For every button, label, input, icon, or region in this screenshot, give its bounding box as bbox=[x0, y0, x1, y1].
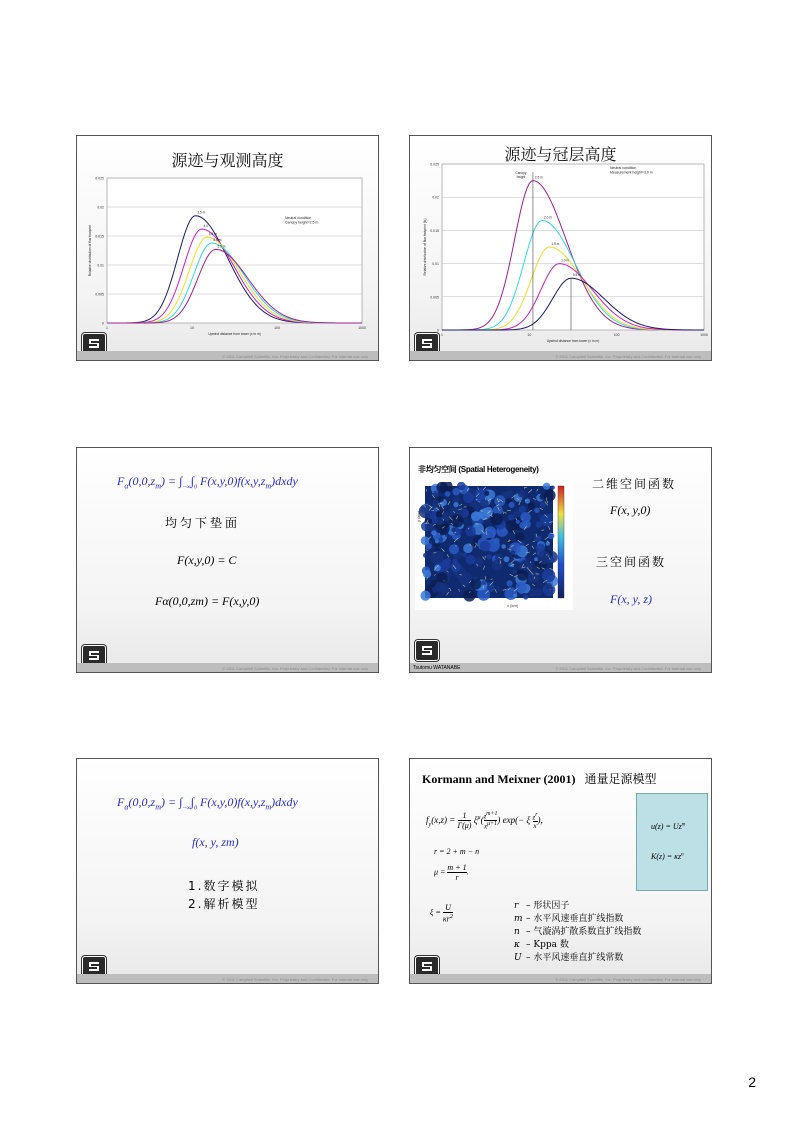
condition-annotation: Neutral condition bbox=[610, 166, 637, 170]
field-patch bbox=[525, 498, 530, 503]
x-tick-label: 1 bbox=[106, 326, 108, 330]
map-x-axis-label: x (km) bbox=[507, 603, 519, 608]
legend-row-r: r – 形状因子 bbox=[514, 901, 570, 911]
field-patch bbox=[431, 530, 436, 535]
field-patch bbox=[480, 499, 489, 508]
footprint-function-formula: f(x, y, zm) bbox=[192, 835, 239, 849]
homogeneous-surface-label: 均匀下垫面 bbox=[165, 516, 241, 530]
field-patch bbox=[470, 578, 481, 589]
field-patch bbox=[534, 508, 539, 513]
curve-label: 1.0 m bbox=[561, 258, 570, 263]
curve-label: 0.5 m bbox=[572, 273, 581, 278]
copyright-text: © 2011 Campbell Scientific, Inc. Proprietary and Confidential. For internal use only bbox=[222, 666, 368, 671]
condition-annotation: Neutral condition bbox=[285, 216, 312, 220]
constant-source-formula: F(x,y,0) = C bbox=[177, 553, 237, 567]
legend-row-u: U – 水平风速垂直扩线常数 bbox=[514, 953, 624, 963]
wind-profile-formula: $u(z) = Uz^m$ bbox=[651, 822, 686, 831]
y-tick-label: 0.005 bbox=[430, 295, 439, 300]
legend-row-n: n – 气漩涡扩散系数直扩线指数 bbox=[514, 927, 642, 937]
field-patch bbox=[453, 502, 458, 507]
field-patch bbox=[518, 490, 526, 498]
field-patch bbox=[520, 512, 531, 523]
y-tick-label: 0.025 bbox=[95, 176, 104, 181]
y-tick-label: 0.015 bbox=[95, 234, 104, 239]
y-tick-label: 0.005 bbox=[95, 292, 104, 297]
canopy-label: Canopy bbox=[515, 171, 527, 175]
field-patch bbox=[420, 591, 430, 601]
field-patch bbox=[519, 506, 526, 513]
footprint-chart-observation-height bbox=[77, 170, 379, 350]
field-patch bbox=[463, 492, 474, 503]
x-tick-label: 10 bbox=[190, 326, 194, 330]
field-patch bbox=[543, 483, 550, 490]
copyright-text: © 2011 Campbell Scientific, Inc. Proprietary and Confidential. For internal use only bbox=[222, 354, 368, 359]
campbell-logo-icon bbox=[415, 640, 439, 661]
y-tick-label: 0.01 bbox=[97, 263, 104, 268]
field-patch bbox=[540, 502, 546, 508]
field-patch bbox=[551, 486, 555, 490]
footprint-chart-canopy-height bbox=[410, 160, 712, 346]
condition-annotation: Measurement height=3.0 m bbox=[610, 170, 653, 175]
footprint-equals-source-formula: Fα(0,0,zm) = F(x,y,0) bbox=[155, 594, 260, 608]
slide-2 bbox=[409, 135, 712, 361]
footprint-integral-formula: $F_\alpha(0,0,z_m) = \int_{-\infty}\int_0$ $F(x,y,0)f(x,y,z_m)dxdy$ bbox=[117, 795, 298, 812]
condition-annotation: Canopy height=2.5 m bbox=[285, 220, 319, 225]
field-patch bbox=[549, 513, 554, 518]
field-patch bbox=[462, 553, 467, 558]
field-patch bbox=[511, 550, 515, 554]
curve-label: 2.5 m bbox=[534, 175, 543, 180]
profile-box bbox=[636, 793, 708, 891]
slide-6 bbox=[409, 758, 712, 984]
field-patch bbox=[501, 544, 506, 549]
field-patch bbox=[513, 594, 517, 598]
curve-label: 2.0 m bbox=[543, 215, 552, 220]
field-patch bbox=[546, 583, 552, 589]
kormann-heading bbox=[422, 768, 657, 787]
field-patch bbox=[430, 550, 444, 564]
analytical-model-item: 2.解析模型 bbox=[188, 897, 260, 911]
heading-english: Kormann and Meixner (2001) bbox=[422, 772, 576, 786]
3d-function-label: 三空间函数 bbox=[596, 555, 667, 569]
slide-3 bbox=[76, 447, 379, 673]
field-patch bbox=[423, 570, 431, 578]
x-axis-label: Upwind distance from tower (x in m) bbox=[208, 332, 261, 336]
copyright-text: © 2011 Campbell Scientific, Inc. Proprietary and Confidential. For internal use only bbox=[555, 977, 701, 982]
field-patch bbox=[537, 551, 551, 565]
field-patch bbox=[542, 569, 555, 582]
y-tick-label: 0.015 bbox=[430, 228, 439, 233]
2d-function-label: 二维空间函数 bbox=[592, 477, 677, 491]
3d-function-formula: F(x, y, z) bbox=[610, 592, 652, 606]
field-patch bbox=[523, 594, 528, 599]
diffusivity-profile-formula: $K(z) = \kappa z^n$ bbox=[651, 852, 684, 861]
field-patch bbox=[436, 517, 444, 525]
field-patch bbox=[463, 589, 475, 601]
xi-equation: ξ = U $\kappa r^2$ bbox=[430, 903, 454, 924]
field-patch bbox=[506, 580, 512, 586]
field-patch bbox=[494, 495, 505, 506]
field-patch bbox=[543, 489, 555, 501]
y-axis-label: Relative distribution of flux footprint bbox=[88, 224, 92, 277]
plot-area bbox=[107, 178, 362, 323]
field-patch bbox=[465, 526, 476, 537]
field-patch bbox=[440, 584, 450, 594]
footprint-integral-formula: $F_\alpha(0,0,z_m) = \int_{-\infty}\int_0$ $F(x,y,0)f(x,y,z_m)dxdy$ bbox=[117, 474, 298, 491]
field-patch bbox=[509, 502, 515, 508]
x-tick-label: 100 bbox=[613, 333, 620, 337]
page-number: 2 bbox=[748, 1074, 756, 1090]
field-patch bbox=[451, 528, 455, 532]
y-axis-label: Relative distribution of flux footprint (fc) bbox=[423, 218, 427, 276]
copyright-text: © 2011 Campbell Scientific, Inc. Proprietary and Confidential. For internal use only bbox=[222, 977, 368, 982]
field-patch bbox=[463, 544, 473, 554]
field-patch bbox=[457, 482, 466, 490]
curve-label: 3.5 m bbox=[197, 210, 206, 215]
spatial-heterogeneity-map bbox=[415, 482, 573, 610]
2d-function-formula: F(x, y,0) bbox=[610, 503, 651, 517]
curve-label: 4.0 bbox=[203, 224, 208, 229]
field-patch bbox=[434, 565, 441, 572]
field-patch bbox=[444, 558, 451, 565]
slide-title: 源迹与冠层高度 bbox=[504, 145, 617, 164]
y-tick-label: 0.01 bbox=[432, 262, 439, 267]
field-patch bbox=[436, 482, 447, 493]
x-tick-label: 1000 bbox=[700, 333, 708, 337]
field-patch bbox=[528, 502, 535, 509]
curve-label: 5.0 m bbox=[213, 237, 222, 242]
field-patch bbox=[496, 586, 500, 590]
numerical-simulation-item: 1.数字模拟 bbox=[188, 879, 260, 893]
y-tick-label: 0.02 bbox=[97, 205, 104, 210]
slide-5 bbox=[76, 758, 379, 984]
y-tick-label: 0.025 bbox=[430, 162, 439, 167]
field-patch bbox=[515, 532, 525, 542]
legend-row-m: m – 水平风速垂直扩线指数 bbox=[514, 914, 624, 924]
field-patch bbox=[517, 570, 528, 581]
slide-1 bbox=[76, 135, 379, 361]
field-patch bbox=[471, 511, 481, 521]
field-patch bbox=[433, 491, 439, 497]
r-equation: r = 2 + m − n bbox=[434, 847, 480, 856]
mu-equation: μ = m + 1 r. bbox=[434, 863, 469, 882]
legend-row-kappa: κ – Kppa 数 bbox=[514, 940, 569, 950]
field-patch bbox=[449, 544, 459, 554]
field-patch bbox=[504, 556, 510, 562]
field-patch bbox=[505, 520, 516, 531]
field-patch bbox=[504, 587, 517, 600]
curve-label: 1.5 m bbox=[551, 242, 560, 246]
heterogeneity-heading: 非均匀空间 (Spatial Heterogeneity) bbox=[418, 465, 539, 474]
slide-title: 源迹与观测高度 bbox=[171, 151, 284, 170]
field-patch bbox=[423, 553, 428, 558]
x-tick-label: 100 bbox=[274, 326, 280, 330]
field-patch bbox=[527, 571, 539, 583]
canopy-label: height bbox=[516, 175, 526, 179]
x-tick-label: 1 bbox=[441, 333, 443, 337]
plot-area bbox=[442, 164, 704, 330]
y-tick-label: 0 bbox=[102, 321, 104, 326]
field-patch bbox=[458, 572, 472, 586]
y-tick-label: 0.02 bbox=[432, 195, 439, 200]
field-patch bbox=[480, 541, 491, 552]
field-patch bbox=[516, 520, 520, 524]
field-patch bbox=[445, 491, 451, 497]
field-patch bbox=[487, 554, 492, 559]
field-patch bbox=[484, 526, 496, 538]
curve-label: 5.5 m bbox=[217, 244, 226, 249]
curve-label: 4.5 m bbox=[208, 232, 217, 237]
field-patch bbox=[491, 513, 503, 525]
map-y-axis-label: y (km) bbox=[416, 510, 421, 522]
field-patch bbox=[421, 536, 430, 545]
x-tick-label: 1000 bbox=[358, 326, 366, 330]
field-patch bbox=[466, 555, 476, 565]
field-patch bbox=[484, 491, 489, 496]
field-patch bbox=[438, 496, 444, 502]
field-patch bbox=[529, 589, 537, 597]
author-credit: Tsutomu WATANABE bbox=[413, 665, 461, 671]
field-patch bbox=[516, 582, 527, 593]
slide-4 bbox=[409, 447, 712, 673]
y-tick-label: 0 bbox=[437, 328, 439, 333]
field-patch bbox=[435, 539, 439, 543]
x-tick-label: 10 bbox=[527, 333, 532, 337]
field-patch bbox=[450, 514, 463, 527]
heading-chinese: 通量足源模型 bbox=[584, 772, 657, 786]
copyright-text: © 2011 Campbell Scientific, Inc. Proprietary and Confidential. For internal use only bbox=[555, 354, 701, 359]
field-patch bbox=[546, 541, 550, 545]
field-patch bbox=[437, 572, 448, 583]
x-axis-label: Upwind distance from tower (x in m) bbox=[546, 339, 600, 343]
field-patch bbox=[451, 562, 461, 572]
copyright-text: © 2011 Campbell Scientific, Inc. Proprietary and Confidential. For internal use only bbox=[555, 666, 701, 671]
colorbar bbox=[558, 486, 564, 598]
footprint-gamma-formula: $f_y(x,z)$ = 1 Γ(μ) $\xi^\mu$( $z^{m+1}$ $x^{\mu+1}$) exp(− ξ $z^r$ x), bbox=[426, 811, 543, 831]
